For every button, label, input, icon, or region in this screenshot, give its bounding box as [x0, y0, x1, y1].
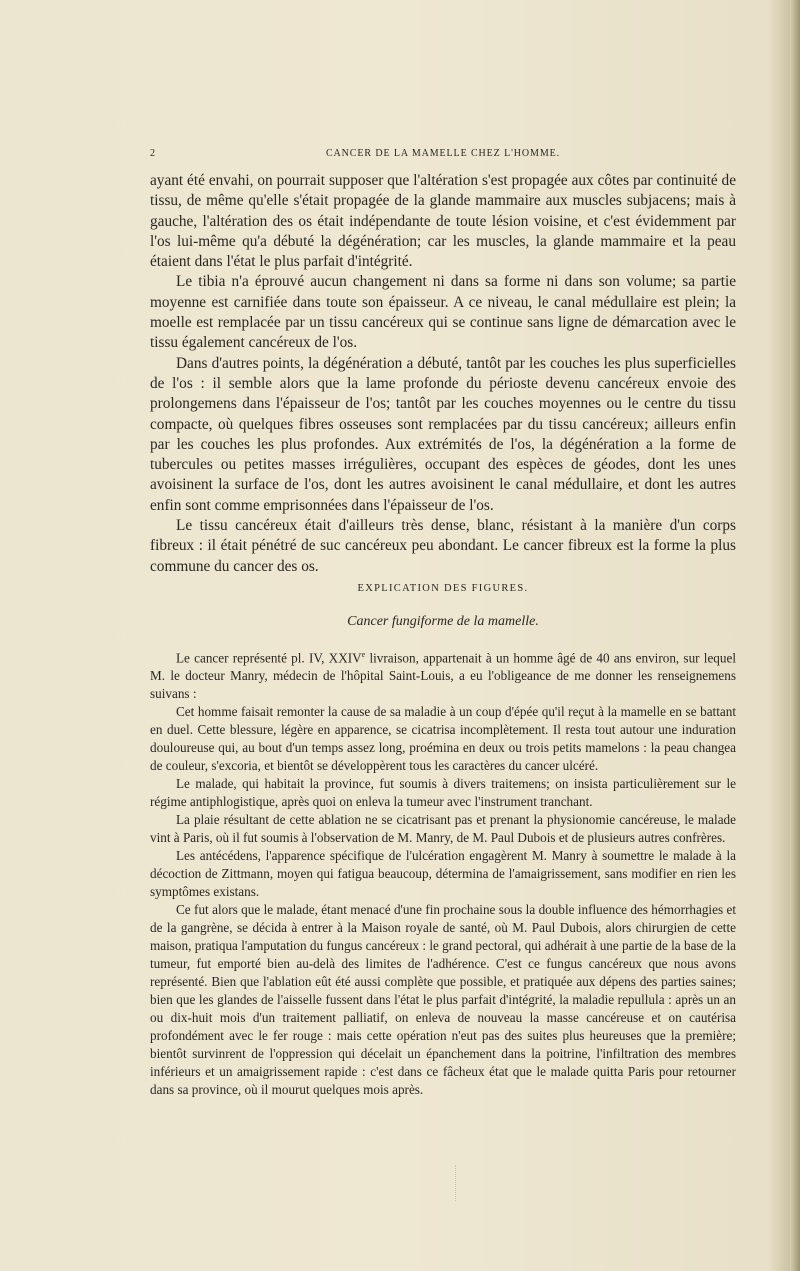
text-run: livraison, appartenait à un homme âgé de 40 ans environ, sur lequel M. le docteur Manry, médecin de l'hôpital Saint-Louis, a eu l'obligeance de me donner les renseignemens suivans :	[150, 650, 736, 702]
paragraph: Le malade, qui habitait la province, fut soumis à divers traitemens; on insista particulièrement sur le régime antiphlogistique, après quoi on enleva la tumeur avec l'instrument tranchant.	[150, 776, 736, 810]
figure-explanation	[150, 646, 736, 1099]
paragraph: Les antécédens, l'apparence spécifique de l'ulcération engagèrent M. Manry à soumettre le malade à la décoction de Zittmann, moyen qui fatigua beaucoup, détermina de l'amaigrissement, sans modifier en rien les symptômes existans.	[150, 848, 736, 900]
text-run: Le cancer représenté pl. IV, XXIV	[176, 650, 362, 666]
paragraph: Le tissu cancéreux était d'ailleurs très dense, blanc, résistant à la manière d'un corps fibreux : il était pénétré de suc cancéreux peu abondant. Le cancer fibreux est la forme la plus commune du cancer des os.	[150, 517, 736, 575]
page-number: 2	[150, 148, 156, 159]
page-header	[150, 148, 736, 164]
paper-blemish	[455, 1165, 476, 1201]
paragraph: Ce fut alors que le malade, étant menacé d'une fin prochaine sous la double influence des hémorrhagies et de la gangrène, se décida à entrer à la Maison royale de santé, où M. Paul Dubois, alors chirurgien de cette maison, pratiqua l'amputation du fungus cancéreux : le grand pectoral, qui adhérait à une partie de la base de la tumeur, fut emporté bien au-delà des limites de l'adhérence. C'est ce fungus cancéreux que nous avons représenté. Bien que l'ablation eût été aussi complète que possible, et pratiquée aux dépens des parties saines; bien que les glandes de l'aisselle fussent dans l'état le plus parfait d'intégrité, la maladie repullula : après un an ou dix-huit mois d'un traitement palliatif, on enleva de nouveau la masse cancéreuse et on cautérisa profondément avec le fer rouge : mais cette opération n'eut pas des suites plus heureuses que la première; bientôt survinrent de l'oppression qui décelait un épanchement dans la poitrine, l'infiltration des membres inférieurs et un amaigrissement rapide : c'est dans ce fâcheux état que le malade quitta Paris pour retourner dans sa province, où il mourut quelques mois après.	[150, 902, 736, 1098]
paragraph: Dans d'autres points, la dégénération a débuté, tantôt par les couches les plus superficielles de l'os : il semble alors que la lame profonde du périoste devenu cancéreux envoie des prolongemens dans l'épaisseur de l'os; tantôt par les couches moyennes ou le centre du tissu compacte, où quelques fibres osseuses sont remplacées par du tissu cancéreux; ailleurs enfin par les couches les plus profondes. Aux extrémités de l'os, la dégénération a la forme de tubercules ou petites masses irrégulières, occupant des espèces de géodes, dont les unes avoisinent la surface de l'os, dont les autres avoisinent le canal médullaire, et dont les autres enfin sont comme emprisonnées dans l'épaisseur de l'os.	[150, 354, 736, 514]
section-subtitle: Cancer fungiforme de la mamelle.	[347, 614, 539, 629]
paragraph: ayant été envahi, on pourrait supposer que l'altération s'est propagée aux côtes par continuité de tissu, de même qu'elle s'était propagée de la glande mammaire aux muscles subjacens; mais à gauche, l'altération des os était indépendante de toute lésion voisine, et c'est évidemment par l'os lui-même qu'a débuté la dégénération; car les muscles, la glande mammaire et la peau étaient dans l'état le plus parfait d'intégrité.	[150, 172, 736, 271]
paragraph: La plaie résultant de cette ablation ne se cicatrisant pas et prenant la physionomie cancéreuse, le malade vint à Paris, où il fut soumis à l'observation de M. Manry, de M. Paul Dubois et de plusieurs autres confrères.	[150, 812, 736, 846]
page-edge-shadow	[790, 0, 800, 1271]
section-heading: EXPLICATION DES FIGURES.	[357, 583, 529, 594]
paragraph: Cet homme faisait remonter la cause de sa maladie à un coup d'épée qu'il reçut à la mamelle en se battant en duel. Cette blessure, légère en apparence, se cicatrisa incomplètement. Il resta tout autour une induration douloureuse qui, au bout d'un temps assez long, proémina en deux ou trois petits mamelons : la peau changea de couleur, s'excoria, et bientôt se développèrent tous les caractères du cancer ulcéré.	[150, 704, 736, 774]
body-text	[150, 171, 736, 577]
superscript: e	[361, 650, 366, 659]
running-title: CANCER DE LA MAMELLE CHEZ L'HOMME.	[325, 148, 561, 159]
paragraph	[150, 646, 736, 703]
paragraph: Le tibia n'a éprouvé aucun changement ni dans sa forme ni dans son volume; sa partie moyenne est carnifiée dans toute son épaisseur. A ce niveau, le canal médullaire est plein; la moelle est remplacée par un tissu cancéreux qui se continue sans ligne de démarcation avec le tissu également cancéreux de l'os.	[150, 273, 736, 352]
